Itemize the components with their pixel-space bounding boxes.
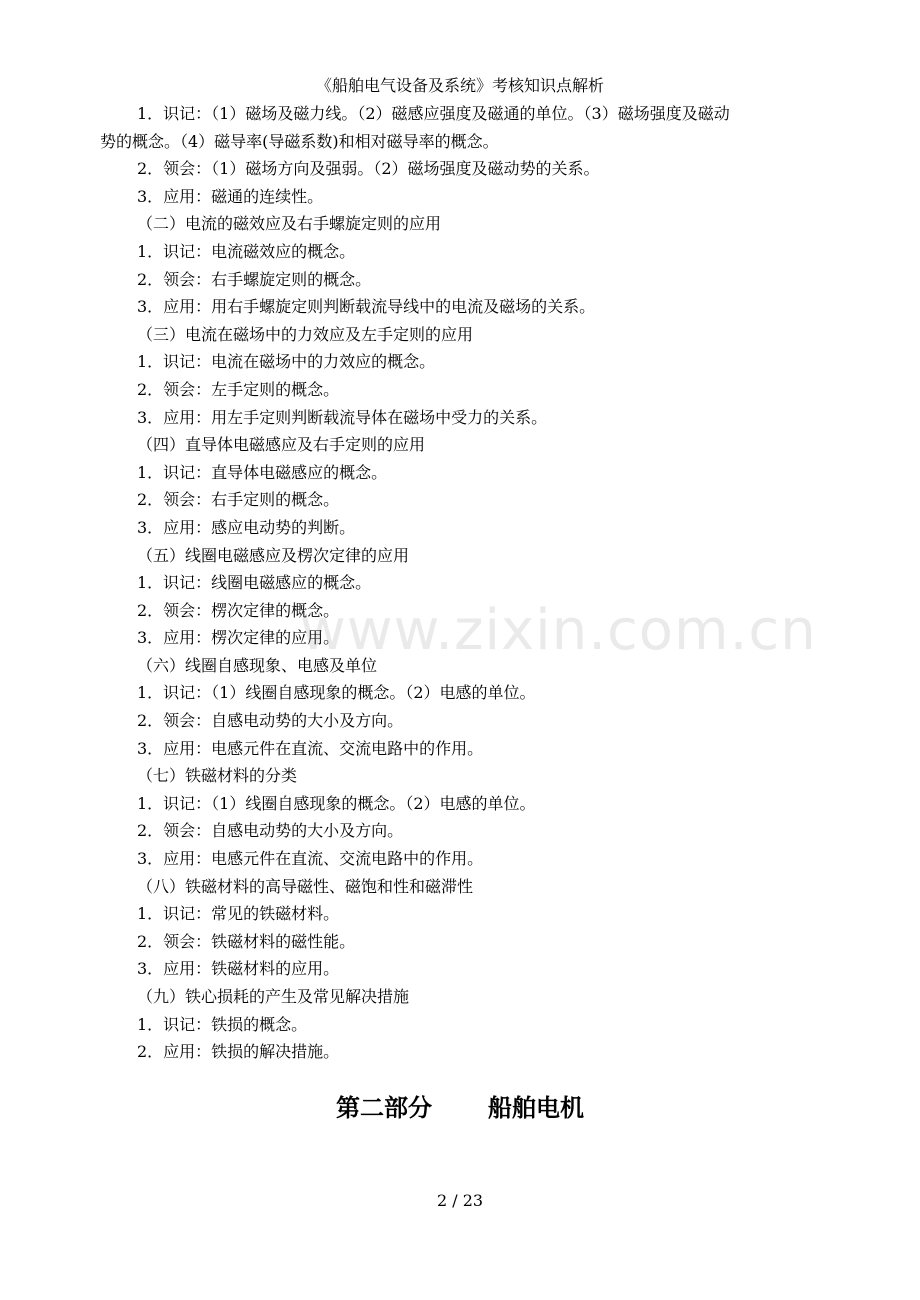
list-item: 1．识记：直导体电磁感应的概念。 (137, 462, 388, 482)
part-heading-number: 第二部分 (336, 1094, 432, 1122)
list-item: 1．识记：（1）线圈自感现象的概念。（2）电感的单位。 (137, 793, 536, 813)
list-item: 2．应用：铁损的解决措施。 (137, 1042, 340, 1062)
section-title: （七）铁磁材料的分类 (137, 766, 298, 786)
list-item: 3．应用：用左手定则判断载流导体在磁场中受力的关系。 (137, 407, 548, 427)
section-title: （八）铁磁材料的高导磁性、磁饱和性和磁滞性 (137, 876, 474, 896)
section-title: （四）直导体电磁感应及右手定则的应用 (137, 435, 426, 455)
page-footer (0, 1189, 920, 1213)
intro-line-1: 1．识记：（1）磁场及磁力线。（2）磁感应强度及磁通的单位。（3）磁场强度及磁动 (137, 104, 730, 123)
intro-line-2: 势的概念。（4）磁导率(导磁系数)和相对磁导率的概念。 (100, 131, 499, 151)
list-item: 3．应用：感应电动势的判断。 (137, 517, 356, 537)
list-item: 2．领会：右手螺旋定则的概念。 (137, 269, 372, 289)
list-item: 1．识记：常见的铁磁材料。 (137, 904, 340, 924)
list-item: 2．领会：右手定则的概念。 (137, 490, 340, 510)
section-title: （二）电流的磁效应及右手螺旋定则的应用 (137, 214, 442, 234)
section-title: （六）线圈自感现象、电感及单位 (137, 655, 378, 675)
list-item: 3．应用：电感元件在直流、交流电路中的作用。 (137, 849, 484, 869)
list-item: 2．领会：自感电动势的大小及方向。 (137, 821, 404, 841)
list-item: 2．领会：铁磁材料的磁性能。 (137, 931, 356, 951)
list-item: 1．识记：电流磁效应的概念。 (137, 241, 356, 261)
list-item: 1．识记：线圈电磁感应的概念。 (137, 573, 372, 593)
list-item: 3．应用：用右手螺旋定则判断载流导线中的电流及磁场的关系。 (137, 297, 596, 317)
list-item: 3．应用：磁通的连续性。 (137, 186, 324, 206)
list-item: 3．应用：铁磁材料的应用。 (137, 959, 340, 979)
part-heading-name: 船舶电机 (488, 1094, 584, 1122)
watermark-text: www.zixin.com.cn (300, 598, 817, 663)
section-title: （三）电流在磁场中的力效应及左手定则的应用 (137, 324, 474, 344)
list-item: 2．领会：（1）磁场方向及强弱。（2）磁场强度及磁动势的关系。 (137, 159, 600, 179)
list-item: 2．领会：自感电动势的大小及方向。 (137, 711, 404, 731)
page-number: 2 (436, 1191, 448, 1210)
section-title: （九）铁心损耗的产生及常见解决措施 (137, 987, 410, 1006)
list-item: 2．领会：左手定则的概念。 (137, 379, 340, 399)
list-item: 3．应用：电感元件在直流、交流电路中的作用。 (137, 738, 484, 758)
list-item: 2．领会：楞次定律的概念。 (137, 600, 340, 620)
list-item: 1．识记：（1）线圈自感现象的概念。（2）电感的单位。 (137, 683, 536, 703)
section-title: （五）线圈电磁感应及楞次定律的应用 (137, 545, 410, 565)
list-item (0, 1149, 920, 1177)
page-total: / 23 (447, 1191, 484, 1210)
page-header-title: 《船舶电气设备及系统》考核知识点解析 (315, 76, 604, 95)
list-item: 3．应用：楞次定律的应用。 (137, 628, 340, 648)
list-item: 1．识记：铁损的概念。 (137, 1014, 308, 1034)
list-item: 1．识记：电流在磁场中的力效应的概念。 (137, 352, 436, 372)
part-heading (0, 1088, 920, 1128)
